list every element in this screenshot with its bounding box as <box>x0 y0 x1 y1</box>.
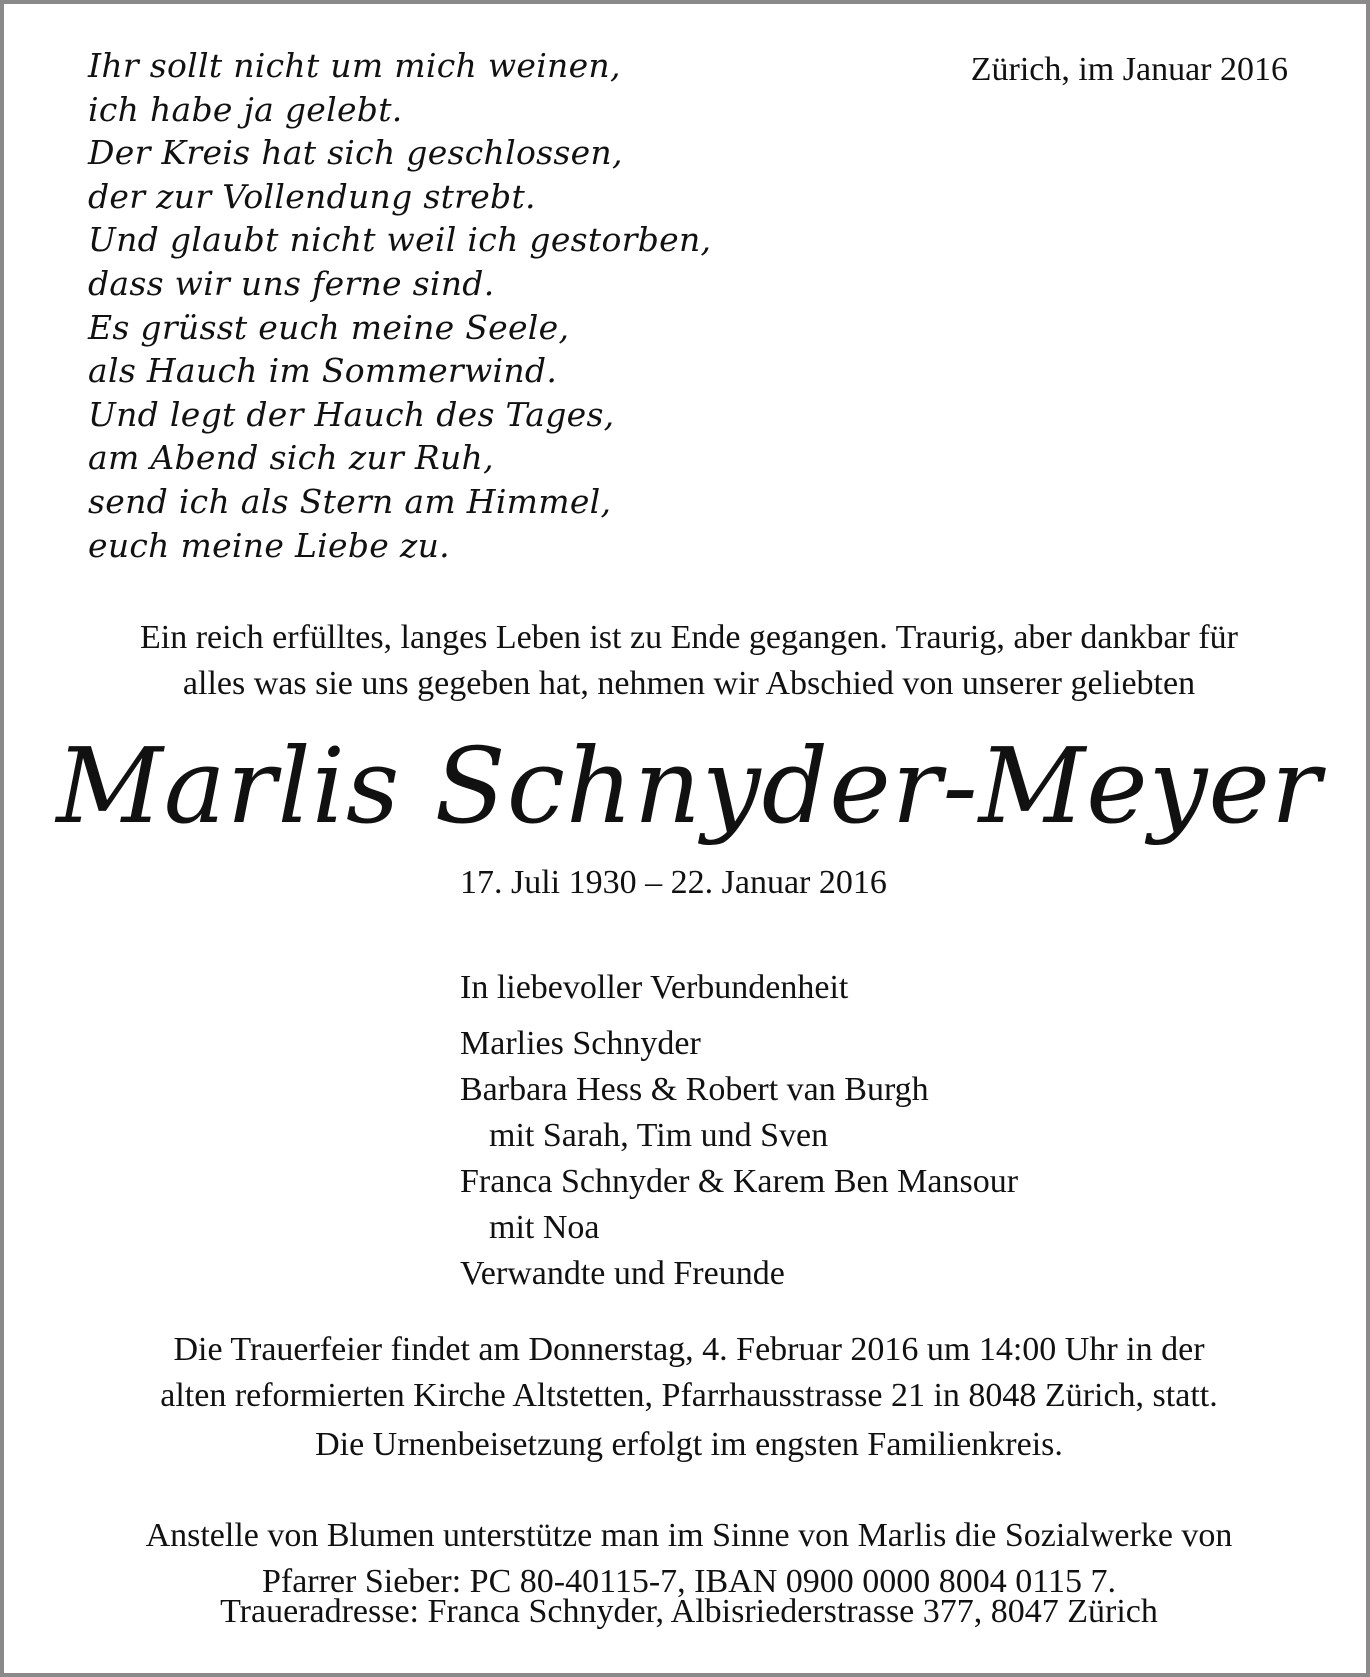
poem-line: Und legt der Hauch des Tages, <box>88 394 615 434</box>
mourner-name: mit Noa <box>489 1209 600 1246</box>
donation-line: Anstelle von Blumen unterstütze man im Sinne von Marlis die Sozialwerke von <box>145 1517 1233 1554</box>
poem-line: send ich als Stern am Himmel, <box>88 481 612 521</box>
urn-line: Die Urnenbeisetzung erfolgt im engsten Familienkreis. <box>315 1426 1063 1463</box>
mourning-address <box>4 1589 1370 1635</box>
place-date: Zürich, im Januar 2016 <box>970 51 1288 88</box>
donation-line: Pfarrer Sieber: PC 80-40115-7, IBAN 0900 0000 8004 0115 7. <box>261 1563 1116 1600</box>
address-line: Traueradresse: Franca Schnyder, Albisriederstrasse 377, 8047 Zürich <box>220 1593 1158 1630</box>
mourner-name: Verwandte und Freunde <box>460 1255 785 1292</box>
poem-line: Und glaubt nicht weil ich gestorben, <box>88 220 712 260</box>
poem-line: der zur Vollendung strebt. <box>88 176 536 216</box>
poem-line: Ihr sollt nicht um mich weinen, <box>88 46 621 85</box>
intro-line: Ein reich erfülltes, langes Leben ist zu Ende gegangen. Traurig, aber dankbar für <box>139 619 1238 656</box>
poem-line: dass wir uns ferne sind. <box>88 263 495 303</box>
poem-line: Es grüsst euch meine Seele, <box>88 307 570 347</box>
mourner-name: Franca Schnyder & Karem Ben Mansour <box>460 1163 1019 1200</box>
mourner-name: Barbara Hess & Robert van Burgh <box>460 1071 929 1108</box>
mourners-heading: In liebevoller Verbundenheit <box>460 969 849 1006</box>
intro-text <box>4 615 1370 707</box>
intro-line: alles was sie uns gegeben hat, nehmen wir Abschied von unserer geliebten <box>182 665 1196 702</box>
poem-line: am Abend sich zur Ruh, <box>88 438 494 478</box>
service-line: alten reformierten Kirche Altstetten, Pfarrhausstrasse 21 in 8048 Zürich, statt. <box>160 1377 1218 1414</box>
service-line: Die Trauerfeier findet am Donnerstag, 4. Februar 2016 um 14:00 Uhr in der <box>173 1331 1205 1368</box>
poem-line: Der Kreis hat sich geschlossen, <box>88 133 623 173</box>
poem-line: als Hauch im Sommerwind. <box>88 351 558 391</box>
mourners-list <box>460 965 1018 1297</box>
urn-info <box>4 1422 1370 1468</box>
life-dates: 17. Juli 1930 – 22. Januar 2016 <box>460 864 887 901</box>
poem-line: euch meine Liebe zu. <box>88 525 450 565</box>
poem <box>88 44 788 567</box>
poem-line: ich habe ja gelebt. <box>88 89 403 129</box>
service-info <box>4 1327 1370 1419</box>
deceased-name: Marlis Schnyder-Meyer <box>56 725 1322 847</box>
mourner-name: mit Sarah, Tim und Sven <box>489 1117 829 1154</box>
mourner-name: Marlies Schnyder <box>460 1025 701 1062</box>
